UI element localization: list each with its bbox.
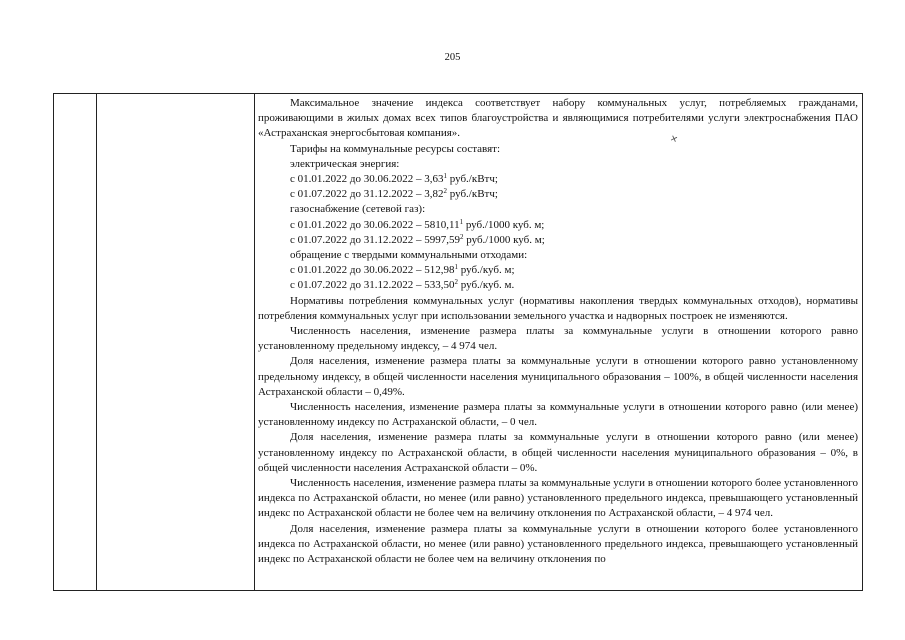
tariff-unit: руб./куб. м; xyxy=(457,264,515,277)
column-divider xyxy=(254,94,255,590)
tariff-unit: руб./кВтч; xyxy=(446,173,498,186)
tariff-text: с 01.07.2022 до 31.12.2022 – 5997,59 xyxy=(290,233,460,246)
tariff-unit: руб./куб. м. xyxy=(457,279,515,292)
footnote-mark: 1 xyxy=(454,263,458,272)
paragraph xyxy=(258,233,858,248)
paragraph: Доля населения, изменение размера платы за коммунальные услуги в отношении которого равно (или менее) установленному индексу по Астраханской области, в общей численности населения муниципального образования – 0%, в общей численности населения Астраханской области – 0%. xyxy=(258,431,858,474)
paragraph: газоснабжение (сетевой газ): xyxy=(290,203,426,216)
tariff-unit: руб./кВтч; xyxy=(446,188,498,201)
footnote-mark: 2 xyxy=(459,232,464,241)
tariff-text: с 01.07.2022 до 31.12.2022 – 3,82 xyxy=(290,188,444,201)
footnote-mark: 1 xyxy=(459,217,464,226)
tariff-unit: руб./1000 куб. м; xyxy=(463,218,545,231)
tariff-text: с 01.01.2022 до 30.06.2022 – 5810,11 xyxy=(290,218,460,231)
paragraph xyxy=(258,218,858,233)
footnote-mark: 1 xyxy=(443,172,447,181)
paragraph: Численность населения, изменение размера платы за коммунальные услуги в отношении которого равно установленному предельному индексу, – 4 974 чел. xyxy=(258,325,858,353)
column-divider xyxy=(96,94,97,590)
paragraph: обращение с твердыми коммунальными отходами: xyxy=(290,249,528,262)
paragraph: электрическая энергия: xyxy=(290,157,400,170)
paragraph: Нормативы потребления коммунальных услуг (нормативы накопления твердых коммунальных отходов), нормативы потребления коммунальных услуг при использовании земельного участка и надворных построек не изменяются. xyxy=(258,294,858,322)
page-number: 205 xyxy=(444,52,461,63)
paragraph: Тарифы на коммунальные ресурсы составят: xyxy=(290,142,501,155)
paragraph: Численность населения, изменение размера платы за коммунальные услуги в отношении которого более установленного индекса по Астраханской области, но менее (или равно) установленного предельного индекса, превышающего установленный индекс по Астраханской области не более чем на величину отклонения по Астраханской области, – 4 974 чел. xyxy=(258,477,858,520)
table-frame xyxy=(53,93,863,591)
table-cell-text xyxy=(258,96,858,590)
paragraph xyxy=(258,278,858,293)
footnote-mark: 2 xyxy=(454,278,458,287)
tariff-text: с 01.07.2022 до 31.12.2022 – 533,50 xyxy=(290,279,455,292)
tariff-text: с 01.01.2022 до 30.06.2022 – 3,63 xyxy=(290,173,444,186)
stray-mark: ✕ xyxy=(668,133,680,146)
paragraph: Максимальное значение индекса соответствует набору коммунальных услуг, потребляемых гражданами, проживающими в жилых домах всех типов благоустройства и являющимися потребителями услуги электроснабжения ПАО «Астраханская энергосбытовая компания». xyxy=(258,97,858,140)
paragraph xyxy=(258,187,858,202)
tariff-unit: руб./1000 куб. м; xyxy=(463,233,545,246)
paragraph xyxy=(258,263,858,278)
footnote-mark: 2 xyxy=(443,187,447,196)
paragraph: Численность населения, изменение размера платы за коммунальные услуги в отношении которого равно (или менее) установленному индексу по Астраханской области, – 0 чел. xyxy=(258,401,858,429)
tariff-text: с 01.01.2022 до 30.06.2022 – 512,98 xyxy=(290,264,455,277)
paragraph xyxy=(258,172,858,187)
paragraph: Доля населения, изменение размера платы за коммунальные услуги в отношении которого равно установленному предельному индексу, в общей численности населения муниципального образования – 100%, в общей численности населения Астраханской области – 0,49%. xyxy=(258,355,858,398)
paragraph: Доля населения, изменение размера платы за коммунальные услуги в отношении которого более установленного индекса по Астраханской области, но менее (или равно) установленного предельного индекса, превышающего установленный индекс по Астраханской области не более чем на величину отклонения по xyxy=(258,522,858,566)
